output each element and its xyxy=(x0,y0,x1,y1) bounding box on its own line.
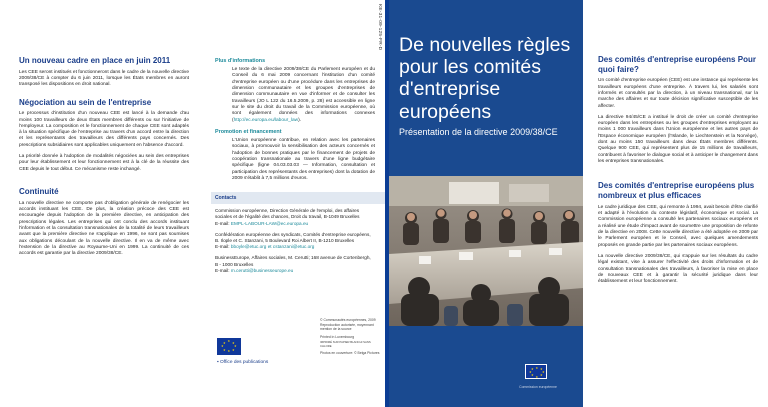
heading-why-cee: Des comités d'entreprise européens Pour quoi faire? xyxy=(598,55,756,74)
panel-left xyxy=(0,0,195,407)
contact-businesseurope-address: BusinessEurope, Affaires sociales, M. Cerutti; 168 avenue de Cortenbergh, B - 1000 Bruxelles xyxy=(215,255,371,267)
contact-etuc-email[interactable]: bboyle@etuc.org et cstanzani@etuc.org xyxy=(230,244,315,250)
more-info-end: ). xyxy=(298,117,302,123)
contact-businesseurope xyxy=(215,255,375,274)
contact-commission-address: Commission européenne, Direction Générale de l'emploi, des affaires sociales et de l'égalité des chances, Droit du travail, B-1049 Bruxelles xyxy=(215,208,360,220)
para-promotion: L'Union européenne contribue, en relation avec les partenaires sociaux, à promouvoir la sensibilisation des acteurs concernés et l'adoption de bonnes pratiques par le financement de projets de coopération transnationale au travers d'une ligne budgétaire spécifique (ligne 04.03.03.03 — Information, consultation et participation des représentants des entreprises) dont la dotation de 2009 s'établit à 7,5 millions d'euros. xyxy=(232,137,375,181)
eu-flag-icon-cover: ★ ★ ★ ★ ★ ★ ★ ★ xyxy=(525,364,547,379)
meeting-photo-illustration xyxy=(389,176,583,326)
contact-etuc-email-label: E-mail: xyxy=(215,244,231,250)
imprint-printed: Printed in Luxembourg xyxy=(320,334,355,339)
imprint-paper: IMPRIMÉ SUR PAPIER BLANCHI SANS CHLORE xyxy=(320,340,371,349)
heading-more-info: Plus d'informations xyxy=(215,58,266,64)
commission-caption: Commission européenne xyxy=(519,385,557,389)
cover-title-line2: pour les comités xyxy=(399,56,541,79)
heading-continuity: Continuité xyxy=(19,187,59,197)
contact-commission xyxy=(215,208,375,227)
contact-etuc-address: Confédération européenne des syndicats, Comités d'entreprise européens, B. Ilople et C. Stanzani, 5 Boulevard Roi Albert II, B-1210 Bruxelles xyxy=(215,231,371,244)
publisher-name: ▪ Office des publications xyxy=(217,360,269,365)
para-continuity: La nouvelle directive ne comporte pas d'obligation générale de renégocier les accords instituant les CEE. De plus, la création précoce des CEE est encouragée depuis l'adoption de la première directive, en anticipation des prescriptions légales. Les entreprises qui ont conclu des accords instituant l'information et la consultation transnationales de la totalité de leurs travailleurs avant que la première directive ne s'applique en 1996, ne sont pas soumises aux obligations découlant de la nouvelle directive. Il en va de même avec l'extension de la directive au Royaume-Uni en 1999. La continuité de ces accords est garantie par la directive 2009/38/CE. xyxy=(19,200,189,257)
cover-subtitle: Présentation de la directive 2009/38/CE xyxy=(399,127,558,137)
contact-commission-email-label: E-mail: xyxy=(215,220,231,226)
imprint xyxy=(320,318,380,356)
para-priority: La priorité donnée à l'adoption de modalités négociées au sein des entreprises pour leur établissement et leur fonctionnement est à la clé de la réussite des CEE depuis le tout début. Ce mécanisme reste inchangé. xyxy=(19,154,189,172)
heading-more-effective: Des comités d'entreprise européens plus nombreux et plus efficaces xyxy=(598,181,755,201)
para-new-framework: Les CEE seront institués et fonctionneront dans le cadre de la nouvelle directive 2009/38/CE à compter du 6 juin 2011, lorsque les États membres en auront transposé les dispositions en droit national. xyxy=(19,69,189,88)
more-info-text: Le texte de la directive 2009/38/CE du Parlement européen et du Conseil du 6 mai 2009 concernant l'institution d'un comité d'entreprise européen ou d'une procédure dans les entreprises de dimension communautaire et les groupes d'entreprises de dimension communautaire en vue d'informer et de consulter les travailleurs (JO L 122 du 16.5.2009, p. 28) est accessible en ligne sur le site du droit du travail de la Commission européenne, où sont également données des informations connexes ( xyxy=(232,67,375,123)
heading-negotiation: Négociation au sein de l'entreprise xyxy=(19,97,152,107)
para-new-directive: La nouvelle directive 2009/38/CE, qui s'appuie sur les résultats du cadre légal existant, vise à assurer l'effectivité des droits d'information et de consultation transnationales des travailleurs, à favoriser la mise en place de nouveaux CEE et à garantir la sécurité juridique dans leur établissement et leur fonctionnement. xyxy=(598,253,758,285)
eu-flag-icon: ★ ★ ★ ★ ★ ★ ★ ★ xyxy=(217,338,241,355)
para-negotiation: Le processus d'institution d'un nouveau CEE est lancé à la demande d'au moins 100 travailleurs de deux États membres différents ou sur l'initiative de l'employeur. La composition et le fonctionnement de chaque CEE sont adaptés à la situation spécifique de l'entreprise au travers d'un accord entre la direction et les représentants des travailleurs des différents pays concernés. Des prescriptions subsidiaires sont applicables uniquement en l'absence d'accord. xyxy=(19,111,189,148)
contact-businesseurope-email[interactable]: m.cerutti@businesseurope.eu xyxy=(230,267,294,273)
cover-title-line1: De nouvelles règles xyxy=(399,34,571,56)
contacts-header: Contacts xyxy=(211,192,386,204)
cover-title xyxy=(399,34,583,123)
cover-panel xyxy=(385,0,583,407)
cover-photo xyxy=(389,176,583,326)
panel-right xyxy=(583,0,768,407)
publisher-label: Office des publications xyxy=(220,360,269,365)
imprint-copyright: © Communautés européennes, 2009 Reproduction autorisée, moyennant mention de la source xyxy=(320,318,376,332)
cover-title-line3: d'entreprise européens xyxy=(399,78,501,123)
panel-info xyxy=(195,0,385,407)
labour-law-link[interactable]: http://ec.europa.eu/labour_law xyxy=(233,117,299,123)
contact-etuc xyxy=(215,232,375,251)
contact-commission-email[interactable]: EMPL-LABOUR-LAW@ec.europa.eu xyxy=(230,220,309,226)
publisher-footer xyxy=(195,316,385,406)
imprint-photo-credit: Photos en couverture: © Belga Pictures xyxy=(320,350,380,355)
para-legal-framework: Le cadre juridique des CEE, qui remonte à 1994, avait besoin d'être clarifié et adapté à l'évolution du contexte législatif, économique et social. La Commission européenne a consulté les partenaires sociaux européens et a réalisé une étude d'impact avant de soumettre une proposition de refonte de la directive en 2008. Cette nouvelle directive a été adoptée en 2009 par le Parlement européen et le Conseil, avec quelques amendements proposés en grande partie par les partenaires sociaux européens. xyxy=(598,204,758,248)
contact-businesseurope-email-label: E-mail: xyxy=(215,267,231,273)
document-code: KE-31-09-125-FR-D xyxy=(377,4,382,51)
para-directive-94: La directive 94/45/CE a institué le droit de créer un comité d'entreprise européen dans les entreprises ou les groupes d'entreprises employant au moins 1 000 travailleurs dans l'Union européenne et les autres pays de l'Espace économique européen (l'Islande, le Liechtenstein et la Norvège), dont au moins 150 travailleurs dans deux États membres différents. Quelque 900 CEE, qui représentent plus de 15 millions de travailleurs, contribuent à favoriser le dialogue social et à anticiper le changement dans les entreprises transnationales. xyxy=(598,114,758,165)
para-more-info xyxy=(215,67,375,124)
para-cee-definition: Un comité d'entreprise européen (CEE) est une instance qui représente les travailleurs européens d'une entreprise. À travers lui, les salariés sont informés et consultés par la direction, à un niveau transnational, sur la marche des affaires et sur toute décision significative susceptible de les affecter. xyxy=(598,78,758,109)
heading-promotion: Promotion et financement xyxy=(215,128,282,135)
heading-new-framework: Un nouveau cadre en place en juin 2011 xyxy=(19,56,171,65)
